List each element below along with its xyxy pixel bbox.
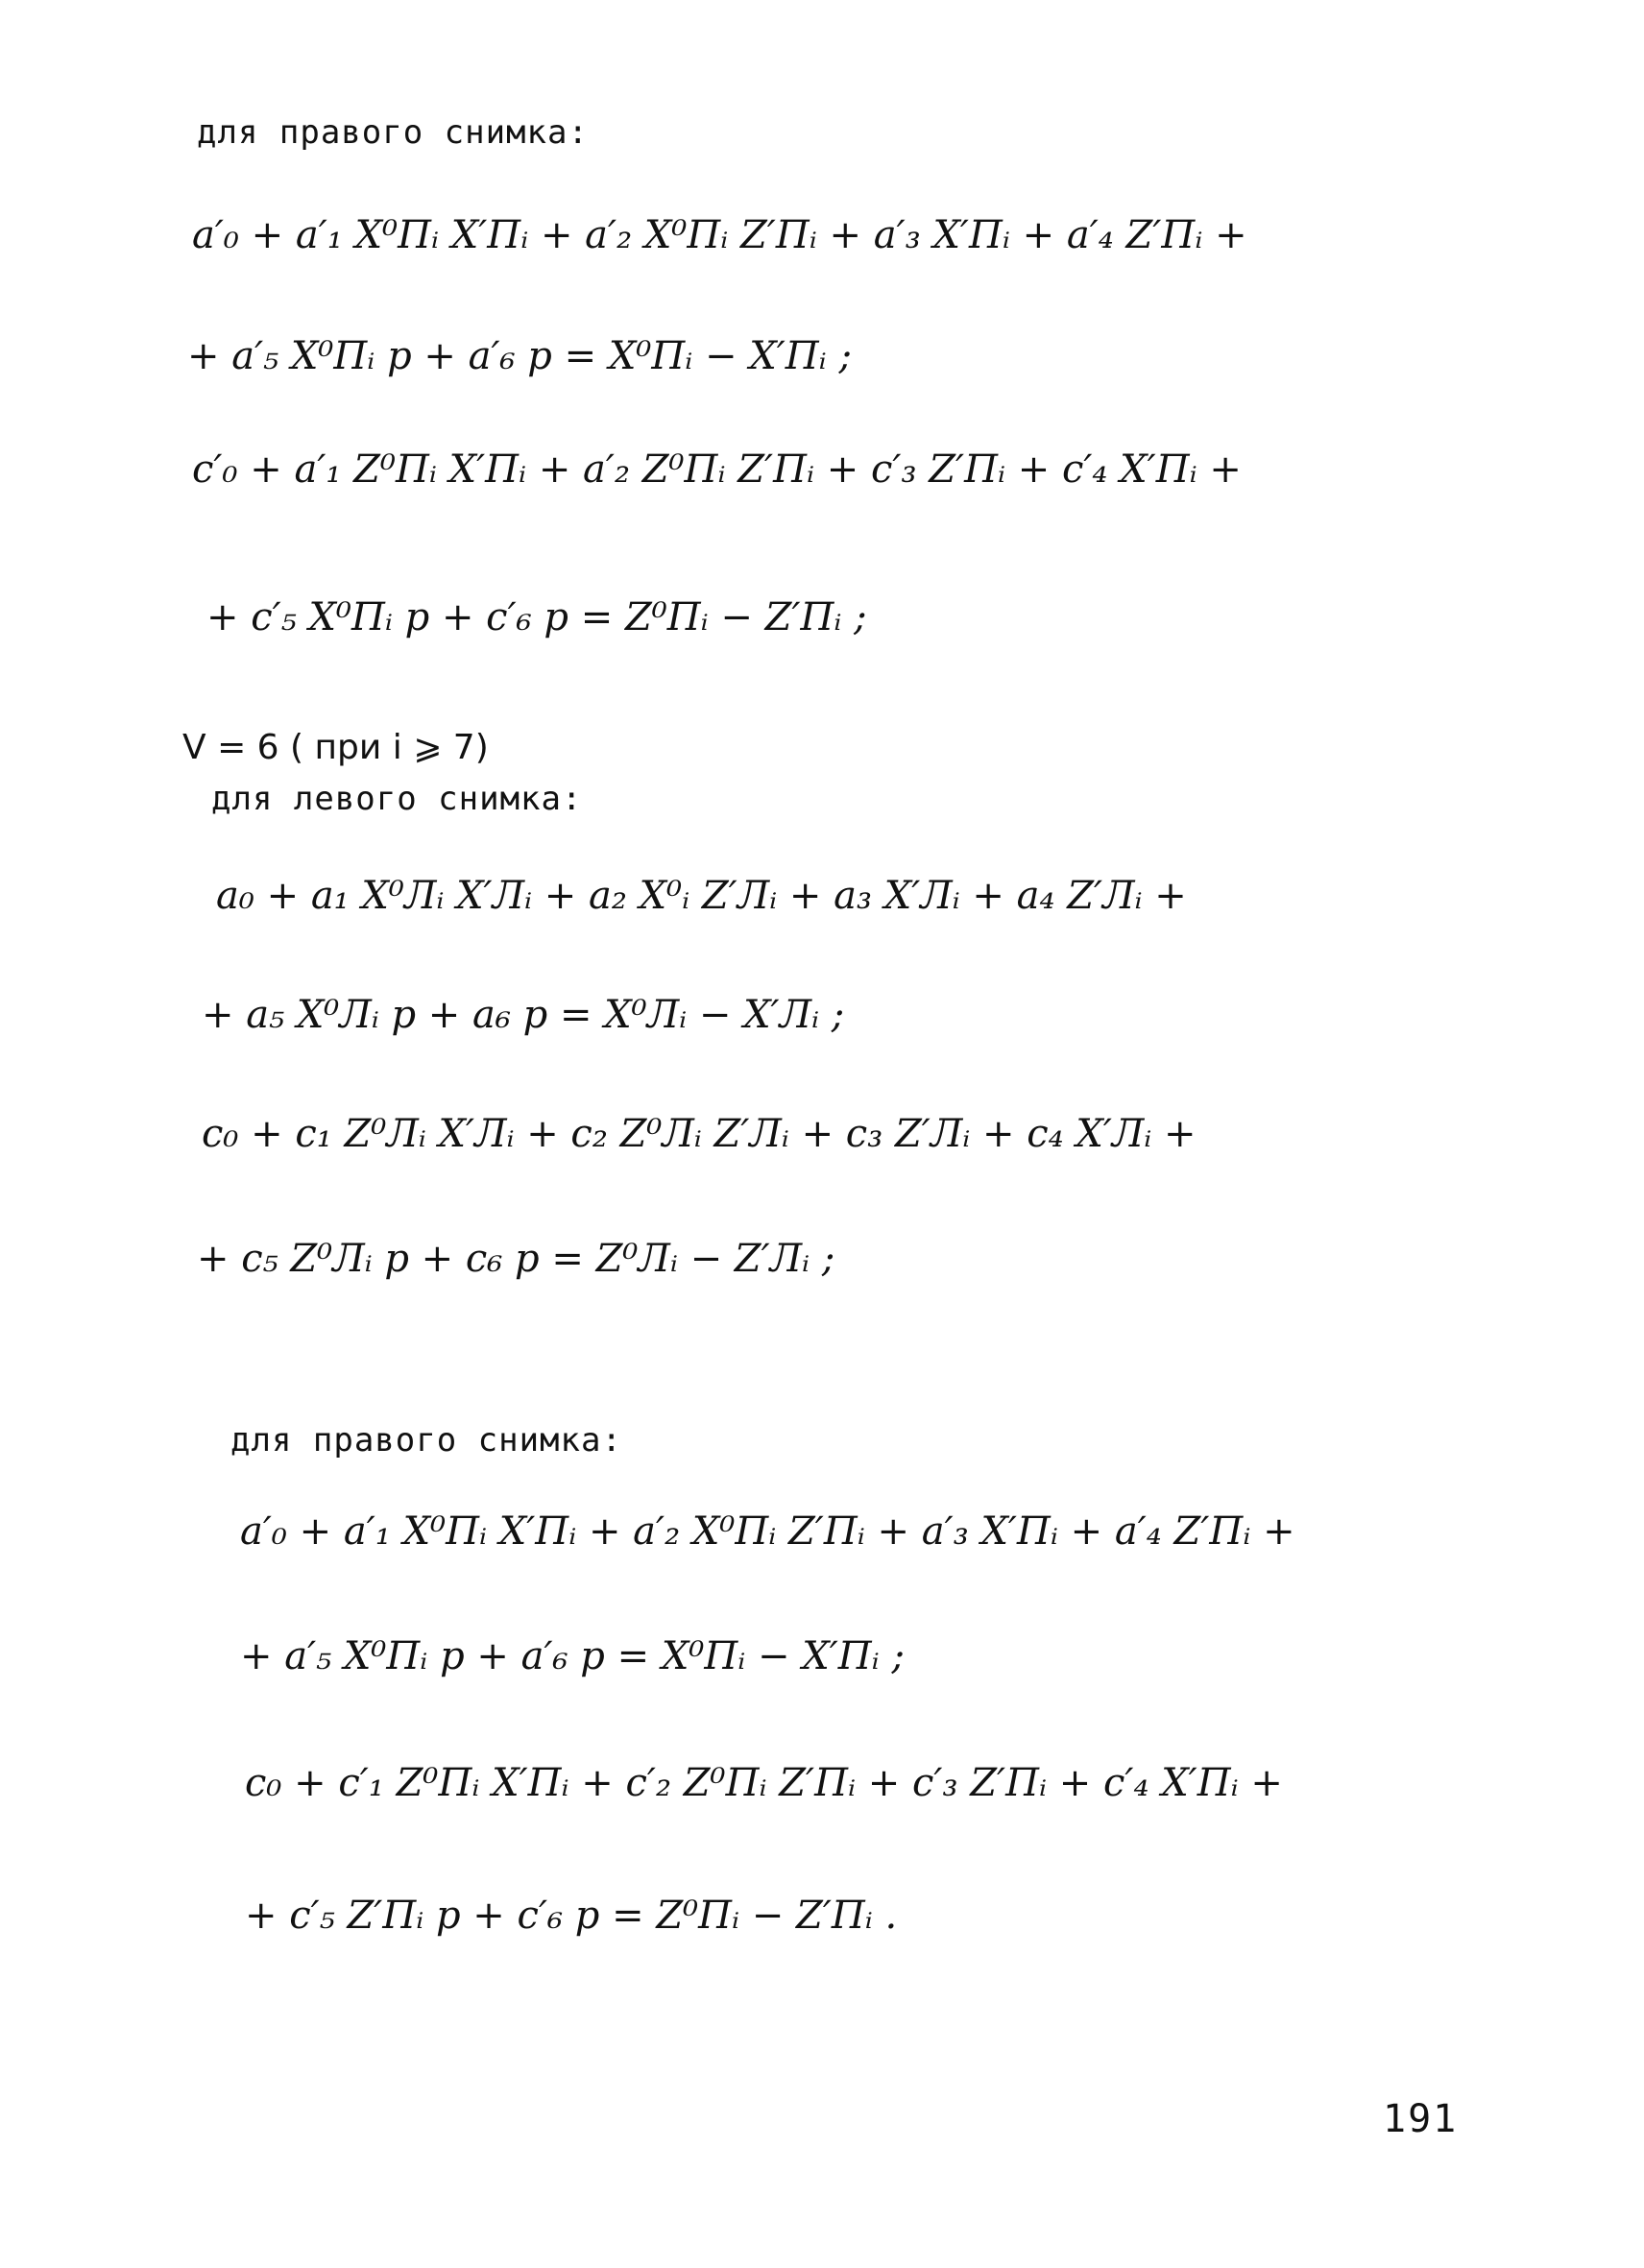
- equation-line: a′₀ + a′₁ X⁰Пᵢ X′Пᵢ + a′₂ X⁰Пᵢ Z′Пᵢ + a′₃ X′Пᵢ + a′₄ Z′Пᵢ +: [240, 1509, 1295, 1554]
- equation-line: a₀ + a₁ X⁰Лᵢ X′Лᵢ + a₂ X⁰ᵢ Z′Лᵢ + a₃ X′Лᵢ + a₄ Z′Лᵢ +: [216, 874, 1187, 918]
- equation-line: + a′₅ X⁰Пᵢ p + a′₆ p = X⁰Пᵢ − X′Пᵢ ;: [240, 1634, 905, 1678]
- section-label-left-image: для левого снимка:: [211, 780, 583, 818]
- equation-line: a′₀ + a′₁ X⁰Пᵢ X′Пᵢ + a′₂ X⁰Пᵢ Z′Пᵢ + a′₃ X′Пᵢ + a′₄ Z′Пᵢ +: [192, 213, 1247, 257]
- page-number: 191: [1383, 2097, 1459, 2141]
- equation-line: + a₅ X⁰Лᵢ p + a₆ p = X⁰Лᵢ − X′Лᵢ ;: [202, 993, 845, 1037]
- condition-text: V = 6 ( при i ⩾ 7): [182, 728, 489, 767]
- equation-line: + c₅ Z⁰Лᵢ p + c₆ p = Z⁰Лᵢ − Z′Лᵢ ;: [197, 1237, 835, 1281]
- section-label-right-image-2: для правого снимка:: [230, 1421, 622, 1460]
- equation-line: c₀ + c′₁ Z⁰Пᵢ X′Пᵢ + c′₂ Z⁰Пᵢ Z′Пᵢ + c′₃ Z′Пᵢ + c′₄ X′Пᵢ +: [245, 1761, 1283, 1805]
- equation-line: + a′₅ X⁰Пᵢ p + a′₆ p = X⁰Пᵢ − X′Пᵢ ;: [187, 334, 852, 378]
- equation-line: c₀ + c₁ Z⁰Лᵢ X′Лᵢ + c₂ Z⁰Лᵢ Z′Лᵢ + c₃ Z′Лᵢ + c₄ X′Лᵢ +: [202, 1112, 1197, 1156]
- equation-line: + c′₅ Z′Пᵢ p + c′₆ p = Z⁰Пᵢ − Z′Пᵢ .: [245, 1894, 898, 1938]
- equation-line: c′₀ + a′₁ Z⁰Пᵢ X′Пᵢ + a′₂ Z⁰Пᵢ Z′Пᵢ + c′₃ Z′Пᵢ + c′₄ X′Пᵢ +: [192, 447, 1242, 492]
- section-label-right-image-1: для правого снимка:: [197, 113, 589, 152]
- equation-line: + c′₅ X⁰Пᵢ p + c′₆ p = Z⁰Пᵢ − Z′Пᵢ ;: [206, 595, 867, 639]
